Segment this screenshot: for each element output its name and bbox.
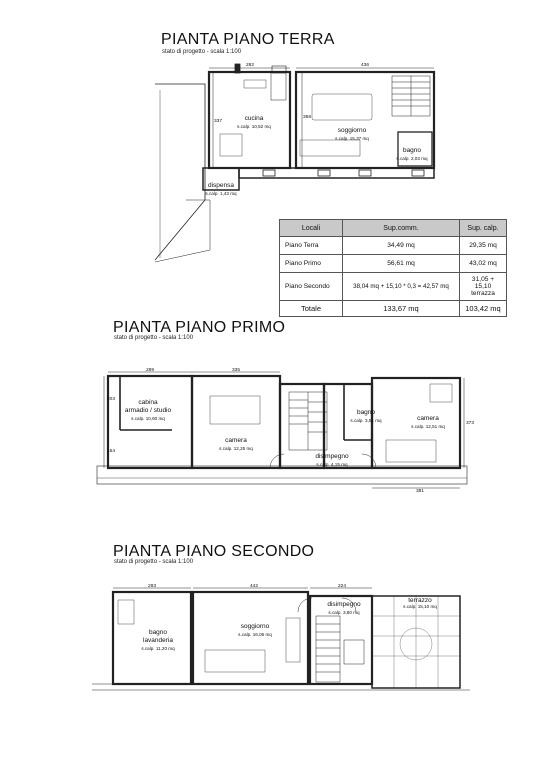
row-calp-line-1: 31,05 + (471, 276, 495, 283)
first-floor-plan (97, 372, 467, 488)
second-floor-title: PIANTA PIANO SECONDO (113, 543, 315, 560)
first-dim-381: 381 (415, 489, 425, 494)
first-camera2-area: s.calp. 12,51 mq (411, 424, 445, 429)
ground-soggiorno-area: s.calp. 15,37 mq (335, 136, 369, 141)
second-soggiorno-label: soggiorno (240, 623, 270, 630)
header-locali: Locali (280, 220, 343, 237)
ground-dim-358: 358 (302, 115, 312, 120)
areas-table (279, 219, 507, 317)
ground-dispensa-label: dispensa (207, 182, 235, 189)
ground-floor-title: PIANTA PIANO TERRA (161, 31, 335, 48)
header-sup-calp: Sup. calp. (460, 220, 507, 237)
second-disimpegno-area: s.calp. 3,80 mq (328, 610, 360, 615)
row-comm: 56,61 mq (343, 255, 460, 273)
second-soggiorno-area: s.calp. 16,05 mq (238, 632, 272, 637)
ground-floor-subtitle: stato di progetto - scala 1:100 (162, 49, 242, 55)
ground-dispensa-area: s.calp. 1,43 mq (205, 191, 237, 196)
first-camera1-area: s.calp. 12,25 mq (219, 446, 253, 451)
first-dim-203: 203 (106, 397, 116, 402)
second-dim-442: 442 (249, 584, 259, 589)
second-bagno-label: bagno (148, 629, 168, 636)
row-label: Piano Terra (280, 237, 343, 255)
row-label: Piano Secondo (280, 273, 343, 301)
header-sup-comm: Sup.comm. (343, 220, 460, 237)
row-calp-line-2: 15,10 terrazza (471, 283, 495, 297)
first-bagno-area: s.calp. 3,51 mq (350, 418, 382, 423)
first-cabina-label: cabina (138, 399, 158, 406)
first-floor-title: PIANTA PIANO PRIMO (113, 319, 286, 336)
row-calp: 43,02 mq (460, 255, 507, 273)
table-row (280, 255, 507, 273)
first-cabina-area: s.calp. 10,60 mq (131, 416, 165, 421)
first-dim-289: 289 (145, 368, 155, 373)
table-total-row (280, 301, 507, 317)
row-label: Piano Primo (280, 255, 343, 273)
second-terrazzo-label: terrazzo (408, 597, 432, 604)
ground-bagno-label: bagno (402, 147, 422, 154)
ground-dim-436: 436 (360, 63, 370, 68)
areas-table-header (280, 220, 507, 237)
first-bagno-label: bagno (356, 409, 376, 416)
first-camera2-label: camera (417, 415, 439, 422)
total-label: Totale (280, 301, 343, 317)
ground-soggiorno-label: soggiorno (337, 127, 367, 134)
total-comm: 133,67 mq (343, 301, 460, 317)
second-floor-subtitle: stato di progetto - scala 1:100 (114, 559, 194, 565)
row-calp: 29,35 mq (460, 237, 507, 255)
first-floor-subtitle: stato di progetto - scala 1:100 (114, 335, 194, 341)
ground-dim-337: 337 (213, 119, 223, 124)
table-row (280, 273, 507, 301)
first-cabina-label-2: armadio / studio (124, 407, 172, 414)
second-disimpegno-label: disimpegno (327, 601, 361, 608)
first-disimpegno-area: s.calp. 4,15 mq (316, 462, 348, 467)
total-calp: 103,42 mq (460, 301, 507, 317)
second-terrazzo-area: s.calp. 15,10 mq (403, 604, 437, 609)
row-calp (460, 273, 507, 301)
ground-cucina-area: s.calp. 10,52 mq (237, 124, 271, 129)
ground-cucina-label: cucina (244, 115, 264, 122)
table-row (280, 237, 507, 255)
second-bagno-area: s.calp. 11,20 mq (141, 646, 175, 651)
row-comm: 34,49 mq (343, 237, 460, 255)
second-bagno-label-2: lavanderia (143, 637, 173, 644)
first-disimpegno-label: disimpegno (315, 453, 349, 460)
ground-bagno-area: s.calp. 2,03 mq (396, 156, 428, 161)
second-dim-293: 293 (147, 584, 157, 589)
row-comm: 38,04 mq + 15,10 * 0,3 = 42,57 mq (343, 273, 460, 301)
ground-dim-282: 282 (245, 63, 255, 68)
first-camera1-label: camera (225, 437, 247, 444)
first-dim-154: 154 (106, 449, 116, 454)
first-dim-335: 335 (231, 368, 241, 373)
first-dim-373: 373 (465, 421, 475, 426)
second-dim-224: 224 (337, 584, 347, 589)
